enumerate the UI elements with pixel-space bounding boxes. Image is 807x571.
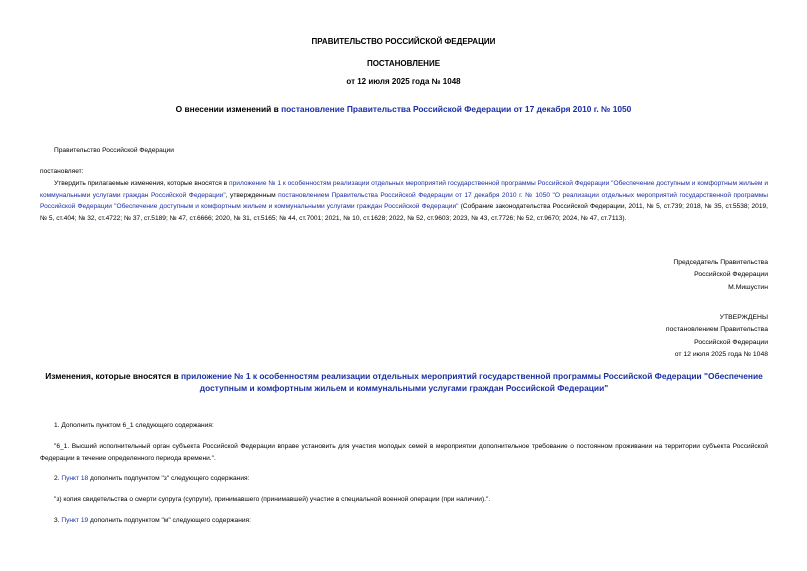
approved-line-2: постановлением Правительства <box>665 326 768 334</box>
amendment-item-2-quote: "з) копия свидетельства о смерти супруга (супруги), принимавшего (принимавшей) участие в специальной военной операции (при наличии).". <box>54 496 491 503</box>
item-3-number: 3. <box>54 517 62 524</box>
amendment-item-1-quote: "6_1. Высший исполнительный орган субъекта Российской Федерации вправе установить для участия молодых семей в мероприятии дополнительное требование о постоянном проживании на территории субъекта Российской Федерации в течение определенного периода времени.". <box>40 443 768 462</box>
decree-1050-link[interactable]: постановлением Правительства Российской Федерации от 17 декабря 2010 г. № 1050 "О реализации отдельных мероприятий государственной программы Российской Федерации "Обеспечение доступным и комфортным жильем и коммунальными услугами граждан Российской Федерации" <box>40 191 768 210</box>
item-2-number: 2. <box>54 475 62 482</box>
document-type: ПОСТАНОВЛЕНИЕ <box>366 59 441 68</box>
amendment-item-3 <box>40 515 768 527</box>
issuer-line: Правительство Российской Федерации <box>54 147 174 154</box>
approved-line-3: Российской Федерации <box>694 338 768 346</box>
approved-line-1: УТВЕРЖДЕНЫ <box>719 314 768 321</box>
signature-line-3: М.Мишустин <box>728 283 768 291</box>
item-2-text: дополнить подпунктом "з" следующего содержания: <box>88 475 250 482</box>
point-19-link[interactable]: Пункт 19 <box>61 517 89 524</box>
amendments-appendix-link[interactable]: приложение № 1 к особенностям реализации отдельных мероприятий государственной программы Российской Федерации "Обеспечение доступным и комфортным жильем и коммунальными услугами граждан Российской Федерации" <box>180 371 763 393</box>
amendment-item-1: 1. Дополнить пунктом 6_1 следующего содержания: <box>54 422 214 429</box>
appendix-link[interactable]: приложение № 1 к особенностям реализации отдельных мероприятий государственной программы Российской Федерации "Обеспечение доступным и комфортным жильем и коммунальными услугами граждан Российской Федерации" <box>40 180 768 199</box>
signature-line-1: Председатель Правительства <box>673 259 768 266</box>
amendments-title <box>40 370 768 394</box>
item-3-text: дополнить подпунктом "м" следующего содержания: <box>88 517 251 524</box>
signature-line-2: Российской Федерации <box>694 271 768 279</box>
resolution-text-b: , утвержденным <box>225 191 279 199</box>
approved-line-4: от 12 июля 2025 года № 1048 <box>674 350 768 358</box>
resolution-text-a: Утвердить прилагаемые изменения, которые вносятся в <box>54 180 230 187</box>
document-title-link[interactable]: постановление Правительства Российской Федерации от 17 декабря 2010 г. № 1050 <box>281 104 632 114</box>
point-18-link[interactable]: Пункт 18 <box>61 475 89 482</box>
government-heading: ПРАВИТЕЛЬСТВО РОССИЙСКОЙ ФЕДЕРАЦИИ <box>311 37 496 46</box>
approved-block <box>666 312 768 361</box>
resolution-text-c: (Собрание законодательства Российской Федерации, 2011, № 5, ст.739; 2018, № 35, ст.5538; 2019, № 5, ст.404; № 32, ст.4722; № 37, ст.5189; № 47, ст.6666; 2020, № 31, ст.5165; № 44, ст.7001; 2021, № 10, ст.1628; 2022, № 52, ст.9603; 2023, № 43, ст.7726; № 52, ст.9670; 2024, № 47, ст.7113). <box>40 203 768 222</box>
decree-word: постановляет: <box>40 168 84 175</box>
main-resolution-paragraph <box>40 178 768 224</box>
amendments-title-prefix: Изменения, которые вносятся в <box>45 371 181 381</box>
document-title <box>0 104 807 116</box>
amendment-item-2 <box>40 473 768 485</box>
signature-block <box>673 257 768 294</box>
document-date-number: от 12 июля 2025 года № 1048 <box>346 77 461 86</box>
document-title-prefix: О внесении изменений в <box>175 104 282 114</box>
